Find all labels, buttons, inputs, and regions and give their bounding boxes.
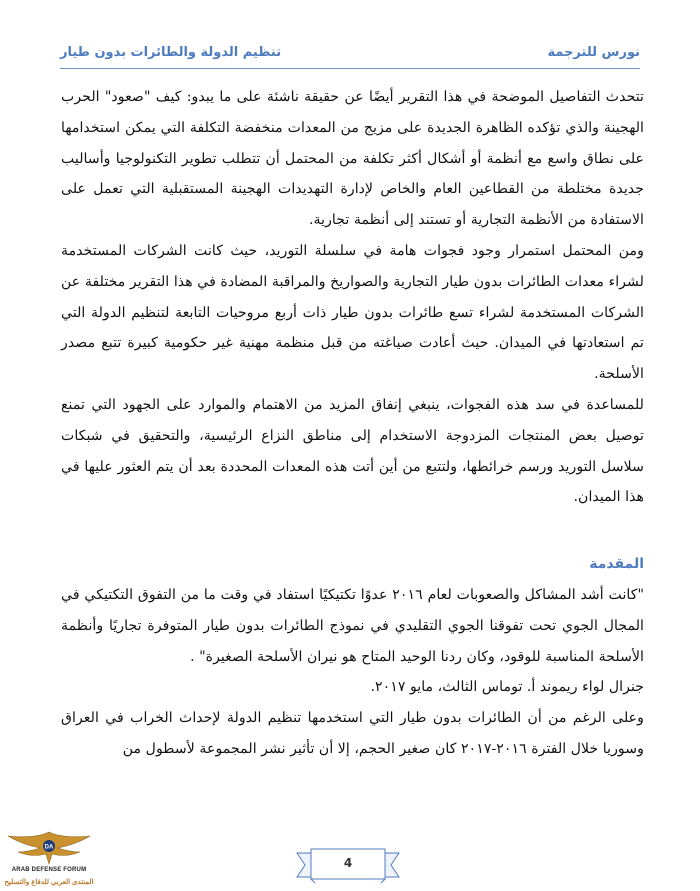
section-spacer [61, 513, 644, 549]
header-divider [60, 68, 640, 69]
svg-text:DA: DA [44, 844, 54, 851]
header-document-title: تنظيم الدولة والطائرات بدون طيار [60, 44, 282, 60]
logo-arabic-name: المنتدى العربي للدفاع والتسليح [4, 879, 94, 886]
page-number: 4 [343, 856, 353, 870]
page-number-banner [295, 845, 401, 887]
paragraph-isis-drones: وعلى الرغم من أن الطائرات بدون طيار التي استخدمها تنظيم الدولة لإحداث الخراب في العراق وسوريا خلال الفترة ٢٠١٦-٢٠١٧ كان صغير الحجم، إلا أن تأثير نشر المجموعة لأسطول من [61, 710, 644, 757]
paragraph-hybrid-warfare: تتحدث التفاصيل الموضحة في هذا التقرير أيضًا عن حقيقة ناشئة على ما يبدو: كيف "صعود" الحرب الهجينة والذي تؤكده الظاهرة الجديدة على مزيج من المعدات منخفضة التكلفة التي يمكن استخدامها على نطاق واسع مع أنظمة أو أشكال أكثر تكلفة من المحتمل أن تتطلب تطوير التكنولوجيا وأساليب جديدة مختلطة من القطاعين العام والخاص لإدارة التهديدات الهجينة المستقبلية التي تعمل على الاستفادة من الأنظمة التجارية أو تستند إلى أنظمة تجارية. [61, 89, 644, 229]
eagle-emblem-icon [4, 826, 94, 868]
section-title-introduction: المقدمة [589, 556, 644, 573]
paragraph-supply-chain-gaps: ومن المحتمل استمرار وجود فجوات هامة في سلسلة التوريد، حيث كانت الشركات المستخدمة لشراء معدات الطائرات بدون طيار التجارية والصواريخ والمراقبة المضادة في هذا التقرير مختلفة عن الشركات المستخدمة لشراء تسع طائرات بدون طيار ذات أربع مروحيات التابعة لتنظيم الدولة التي تم استعادتها في الميدان. حيث أعادت صياغته من قبل منظمة مهنية غير حكومية كبيرة تتبع مصدر الأسلحة. [61, 242, 644, 383]
page-header [60, 40, 640, 64]
quote-attribution: جنرال لواء ريموند أ. توماس الثالث، مايو ٢٠١٧. [370, 679, 644, 696]
header-publisher-name: نورس للترجمة [547, 44, 640, 60]
document-body [61, 82, 644, 765]
quote-text: "كانت أشد المشاكل والصعوبات لعام ٢٠١٦ عدوًا تكتيكيًا استفاد في وقت ما من التفوق التكتيكي في المجال الجوي تحت تفوقنا الجوي التقليدي في نموذج الطائرات بدون طيار المتوفرة تجاريًا وأنظمة الأسلحة المناسبة للوقود، وكان ردنا الوحيد المتاح هو نيران الأسلحة الصغيرة" . [61, 586, 645, 665]
forum-logo [4, 826, 94, 891]
paragraph-closing-gaps: للمساعدة في سد هذه الفجوات، ينبغي إنفاق المزيد من الاهتمام والموارد على الجهود التي تمنع توصيل بعض المنتجات المزدوجة الاستخدام إلى مناطق النزاع الرئيسية، والتحقيق في شبكات سلاسل التوريد ورسم خرائطها، ولتتبع من أين أتت هذه المعدات المحددة بعد أن يتم العثور عليها في هذا الميدان. [61, 396, 644, 506]
logo-english-name: ARAB DEFENSE FORUM [11, 867, 87, 873]
